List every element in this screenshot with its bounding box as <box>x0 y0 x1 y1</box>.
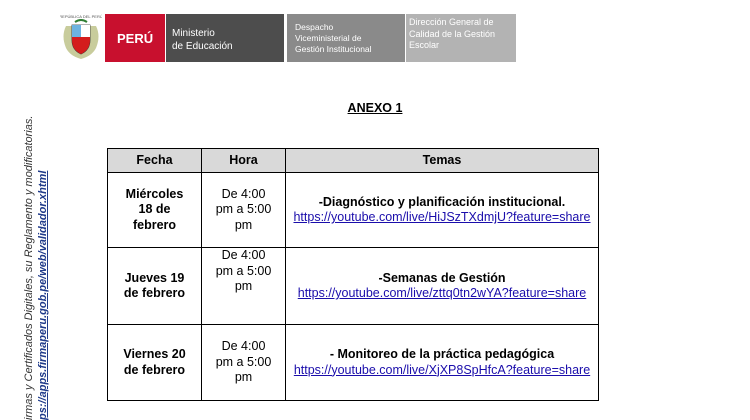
topic-title: - Monitoreo de la práctica pedagógica <box>329 347 555 361</box>
time-line: pm <box>234 370 253 385</box>
office-line-1: Despacho <box>295 22 334 32</box>
date-cell <box>108 325 202 401</box>
svg-text:REPÚBLICA DEL PERÚ: REPÚBLICA DEL PERÚ <box>60 14 102 19</box>
office-line-3: Gestión Institucional <box>295 44 372 54</box>
directorate-line-3: Escolar <box>409 40 440 50</box>
ministry-line-2: de Educación <box>172 41 233 52</box>
date-line: de febrero <box>123 286 186 300</box>
table-header-row <box>108 149 599 173</box>
date-line: de febrero <box>123 362 186 377</box>
time-cell <box>202 325 286 401</box>
date-line: 18 de <box>138 202 171 217</box>
date-line: febrero <box>132 217 177 232</box>
table-row <box>108 325 599 401</box>
date-cell <box>108 173 202 248</box>
office-box <box>287 14 405 62</box>
table-row <box>108 248 599 325</box>
time-line: pm <box>234 279 253 293</box>
topic-cell <box>286 325 599 401</box>
ministry-box <box>166 14 284 62</box>
time-cell <box>202 248 286 325</box>
date-cell <box>108 248 202 325</box>
header-hora: Hora <box>202 149 286 173</box>
time-line: pm a 5:00 <box>215 354 272 369</box>
country-label: PERÚ <box>117 30 154 46</box>
youtube-link[interactable]: https://youtube.com/live/zttq0tn2wYA?feature=share <box>297 286 587 300</box>
topic-title: -Semanas de Gestión <box>378 270 506 285</box>
schedule-table <box>107 148 599 401</box>
time-line: pm a 5:00 <box>215 263 272 278</box>
topic-title: -Diagnóstico y planificación institucional. <box>318 194 566 209</box>
time-line: pm <box>234 217 253 232</box>
signature-notice: irmas y Certificados Digitales, su Reglamento y modificatorias. <box>23 115 35 420</box>
time-line: De 4:00 <box>221 339 266 354</box>
office-line-2: Viceministerial de <box>295 33 362 43</box>
time-line: De 4:00 <box>221 248 266 262</box>
document-title: ANEXO 1 <box>347 101 403 115</box>
time-line: De 4:00 <box>221 186 266 201</box>
coat-of-arms-icon <box>60 12 102 62</box>
date-line: Miércoles <box>125 186 184 201</box>
validator-link[interactable]: ps://apps.firmaperu.gob.pe/web/validador.xhtml <box>37 170 49 420</box>
peru-label-box <box>105 14 165 62</box>
ministry-line-1: Ministerio <box>172 28 215 39</box>
directorate-box <box>406 14 516 62</box>
time-cell <box>202 173 286 248</box>
directorate-line-1: Dirección General de <box>409 17 494 27</box>
directorate-line-2: Calidad de la Gestión <box>409 28 496 39</box>
topic-cell <box>286 248 599 325</box>
youtube-link[interactable]: https://youtube.com/live/XjXP8SpHfcA?feature=share <box>293 362 591 377</box>
table-row <box>108 173 599 248</box>
header-fecha: Fecha <box>108 149 202 173</box>
date-line: Jueves 19 <box>124 270 185 285</box>
time-line: pm a 5:00 <box>215 202 272 217</box>
youtube-link[interactable]: https://youtube.com/live/HiJSzTXdmjU?feature=share <box>293 210 591 224</box>
topic-cell <box>286 173 599 248</box>
header-temas: Temas <box>286 149 599 173</box>
date-line: Viernes 20 <box>123 347 186 361</box>
